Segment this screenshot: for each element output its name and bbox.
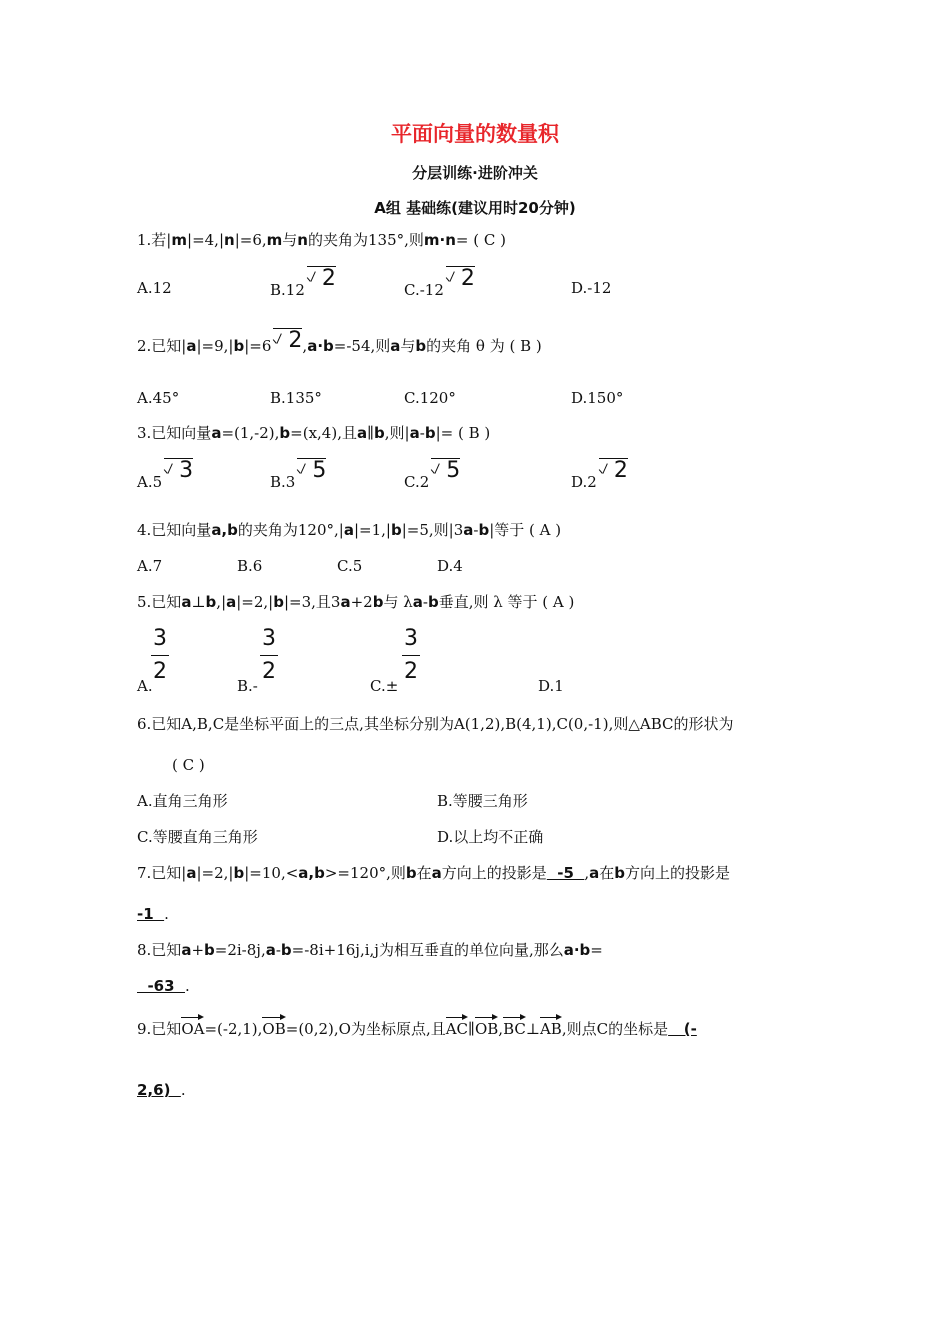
q4-option-b: B.6 (237, 557, 263, 575)
vector-oa: OA (181, 1015, 204, 1039)
question-1: 1.若|m|=4,|n|=6,m与n的夹角为135°,则m·n= ( C ) (137, 231, 506, 249)
q3-option-b: B.3 5 (270, 458, 327, 491)
q6-option-a: A.直角三角形 (137, 792, 228, 810)
q4-option-a: A.7 (137, 557, 163, 575)
vector-ob-2: OB (475, 1015, 498, 1039)
q9-answer-part-2: 2,6) (137, 1081, 181, 1099)
q2-option-b: B.135° (270, 389, 322, 407)
question-8: 8.已知a+b=2i-8j,a-b=-8i+16j,i,j为相互垂直的单位向量,那么a·b= (137, 941, 603, 959)
section-subtitle: 分层训练·进阶冲关 (412, 164, 538, 182)
q5-option-b-fraction: 3 2 (262, 626, 276, 684)
q3-option-a: A.5 3 (137, 458, 194, 491)
q8-answer: -63 (137, 977, 185, 995)
q2-option-a: A.45° (137, 389, 180, 407)
q6-option-d: D.以上均不正确 (437, 828, 544, 846)
q1-option-c: C.-12 2 (404, 266, 475, 299)
question-5: 5.已知a⊥b,|a|=2,|b|=3,且3a+2b与 λa-b垂直,则 λ 等于 ( A ) (137, 593, 575, 611)
vector-ob: OB (262, 1015, 285, 1039)
question-6: 6.已知A,B,C是坐标平面上的三点,其坐标分别为A(1,2),B(4,1),C(0,-1),则△ABC的形状为 (137, 715, 734, 733)
question-8-line-2: -63 . (137, 977, 190, 995)
q3-option-c: C.2 5 (404, 458, 461, 491)
q7-answer-2: -1 (137, 905, 165, 923)
q5-option-c-fraction: 3 2 (404, 626, 418, 684)
q4-option-c: C.5 (337, 557, 363, 575)
q1-option-d: D.-12 (571, 279, 612, 297)
q6-option-c: C.等腰直角三角形 (137, 828, 258, 846)
q2-option-d: D.150° (571, 389, 624, 407)
q5-option-c: C.± (370, 677, 399, 695)
question-2: 2.已知|a|=9,|b|=6 2,a·b=-54,则a与b的夹角 θ 为 ( B ) (137, 328, 542, 355)
question-3: 3.已知向量a=(1,-2),b=(x,4),且a∥b,则|a-b|= ( B ) (137, 424, 491, 442)
q7-answer-1: -5 (546, 864, 585, 882)
q6-option-b: B.等腰三角形 (437, 792, 528, 810)
question-4: 4.已知向量a,b的夹角为120°,|a|=1,|b|=5,则|3a-b|等于 ( A ) (137, 521, 562, 539)
q5-option-a-fraction: 3 2 (153, 626, 167, 684)
question-9-line-2: 2,6) . (137, 1081, 186, 1099)
q5-option-a: A. (137, 677, 153, 695)
vector-bc: BC (503, 1015, 526, 1039)
question-6-answer: ( C ) (172, 756, 205, 774)
q1-option-b: B.12 2 (270, 266, 336, 299)
q5-option-d: D.1 (538, 677, 564, 695)
q5-option-b: B.- (237, 677, 258, 695)
vector-ac: AC (446, 1015, 468, 1039)
q1-option-a: A.12 (137, 279, 172, 297)
question-7: 7.已知|a|=2,|b|=10,<a,b>=120°,则b在a方向上的投影是 -5 ,a在b方向上的投影是 (137, 864, 731, 882)
q9-answer-part-1: (- (668, 1020, 697, 1038)
group-heading: A组 基础练(建议用时20分钟) (374, 199, 576, 217)
question-7-line-2: -1 . (137, 905, 169, 923)
vector-ab: AB (540, 1015, 562, 1039)
question-9: 9.已知OA=(-2,1),OB=(0,2),O为坐标原点,且AC∥OB,BC⊥AB,则点C的坐标是 (- (137, 1015, 697, 1039)
q3-option-d: D.2 2 (571, 458, 628, 491)
page-title: 平面向量的数量积 (391, 122, 559, 146)
q4-option-d: D.4 (437, 557, 463, 575)
q2-option-c: C.120° (404, 389, 456, 407)
